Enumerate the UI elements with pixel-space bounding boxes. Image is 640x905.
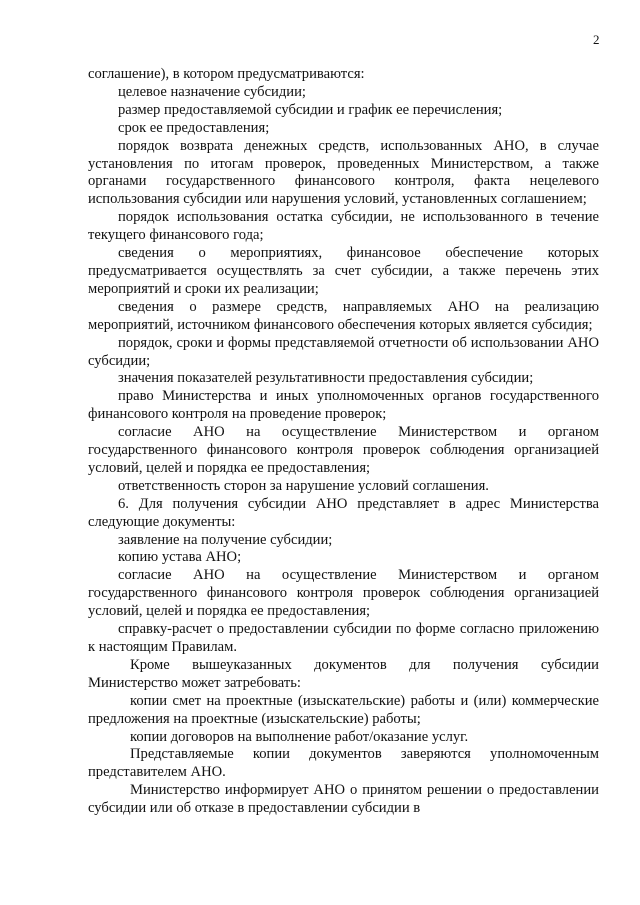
list-item: сведения о размере средств, направляемых АНО на реализацию мероприятий, источником финансового обеспечения которых является субсидия; xyxy=(88,298,599,333)
list-item: порядок возврата денежных средств, использованных АНО, в случае установления по итогам проверок, проведенных Министерством, а также органами государственного финансового контроля, факта нецелевого использования субсидии или нарушения условий, установленных соглашением; xyxy=(88,137,599,208)
paragraph: соглашение), в котором предусматриваются: xyxy=(88,66,365,82)
list-item: целевое назначение субсидии; xyxy=(118,83,306,100)
section-paragraph: 6. Для получения субсидии АНО представляет в адрес Министерства следующие документы: xyxy=(88,495,599,530)
page-number: 2 xyxy=(593,32,600,47)
list-item: справку-расчет о предоставлении субсидии по форме согласно приложению к настоящим Правилам. xyxy=(88,621,599,655)
list-item: копии договоров на выполнение работ/оказание услуг. xyxy=(130,728,469,745)
list-item: согласие АНО на осуществление Министерством и органом государственного финансового контроля проверок соблюдения организацией условий, целей и порядка ее предоставления; xyxy=(88,567,599,620)
document-body xyxy=(88,66,599,818)
list-item: порядок, сроки и формы представляемой отчетности об использовании АНО субсидии; xyxy=(88,334,599,369)
list-item: право Министерства и иных уполномоченных органов государственного финансового контроля на проведение проверок; xyxy=(88,388,599,423)
list-item: сведения о мероприятиях, финансовое обеспечение которых предусматривается осуществлять за счет субсидии, а также перечень этих мероприятий и сроки их реализации; xyxy=(88,245,599,297)
list-item: согласие АНО на осуществление Министерством и органом государственного финансового контроля проверок соблюдения организацией условий, целей и порядка ее предоставления; xyxy=(88,424,599,476)
list-item: срок ее предоставления; xyxy=(118,119,270,136)
list-item: размер предоставляемой субсидии и график ее перечисления; xyxy=(118,101,503,118)
paragraph: Кроме вышеуказанных документов для получения субсидии Министерство может затребовать: xyxy=(88,656,599,691)
list-item: заявление на получение субсидии; xyxy=(118,531,333,548)
paragraph: Министерство информирует АНО о принятом решении о предоставлении субсидии или об отказе в предоставлении субсидии в xyxy=(88,782,599,817)
paragraph: Представляемые копии документов заверяются уполномоченным представителем АНО. xyxy=(88,746,599,781)
list-item: копии смет на проектные (изыскательские) работы и (или) коммерческие предложения на проектные (изыскательские) работы; xyxy=(88,692,599,727)
list-item: ответственность сторон за нарушение условий соглашения. xyxy=(118,477,489,494)
list-item: значения показателей результативности предоставления субсидии; xyxy=(118,370,534,387)
list-item: копию устава АНО; xyxy=(118,549,242,566)
list-item: порядок использования остатка субсидии, не использованного в течение текущего финансового года; xyxy=(88,209,599,244)
